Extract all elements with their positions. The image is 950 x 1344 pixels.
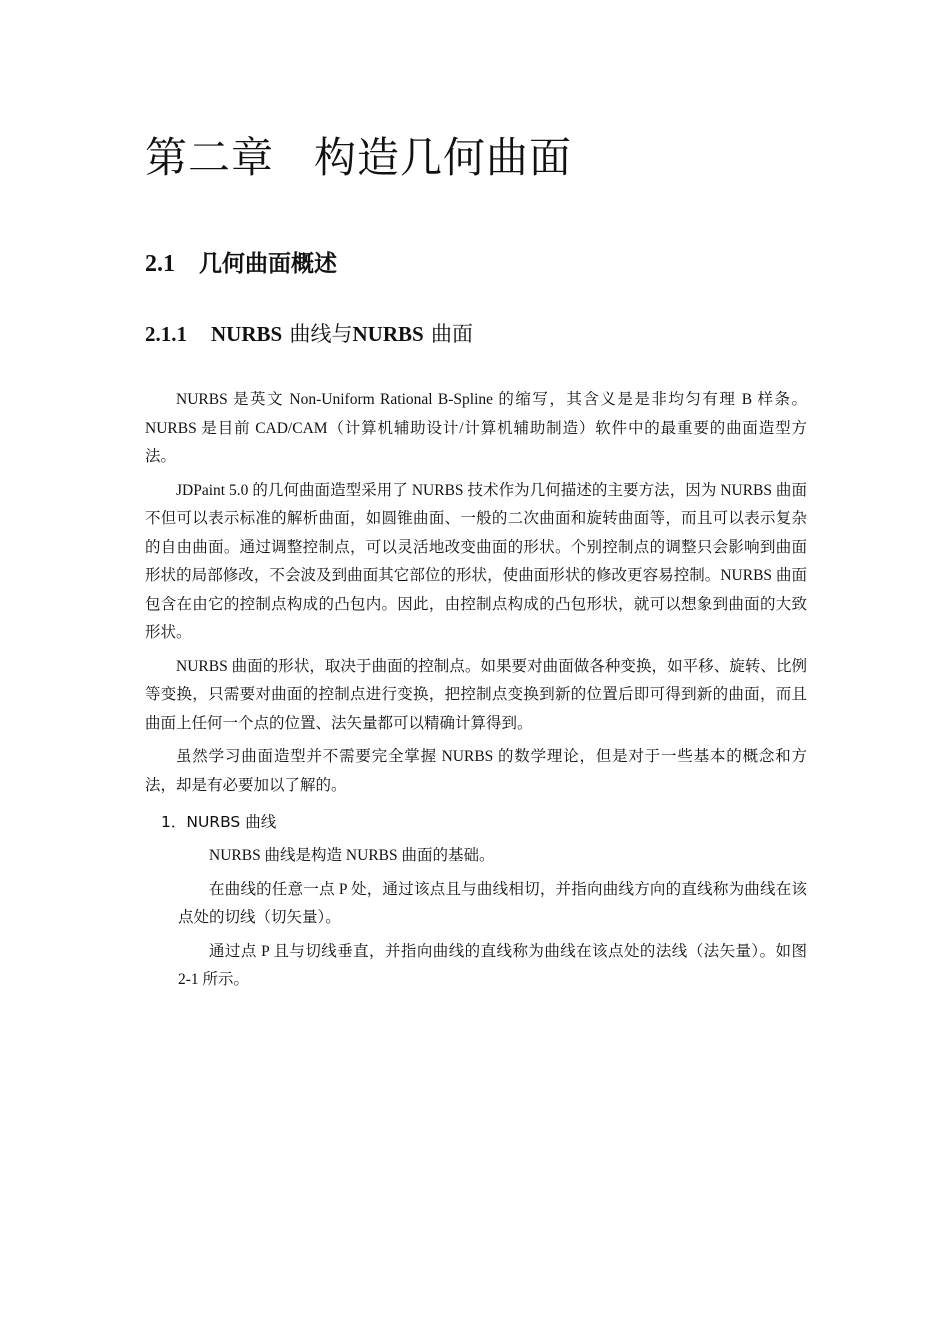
body-text — [145, 386, 807, 1000]
list-paragraph: NURBS 曲线是构造 NURBS 曲面的基础。 — [209, 847, 495, 864]
paragraph: NURBS 曲面的形状，取决于曲面的控制点。如果要对曲面做各种变换，如平移、旋转、比例等变换，只需要对曲面的控制点进行变换，把控制点变换到新的位置后即可得到新的曲面，而且曲面上任何一个点的位置、法矢量都可以精确计算得到。 — [145, 657, 807, 732]
chapter-title — [145, 128, 572, 188]
chapter-label: 第二章 — [145, 133, 275, 182]
section-heading — [145, 245, 337, 282]
list-paragraph: 通过点 P 且与切线垂直，并指向曲线的直线称为曲线在该点处的法线（法矢量）。如图 2-1 所示。 — [178, 942, 807, 988]
subsection-title-part4: 曲面 — [431, 322, 473, 346]
list-item-heading: 1．NURBS 曲线 — [161, 813, 277, 831]
paragraph: 虽然学习曲面造型并不需要完全掌握 NURBS 的数学理论，但是对于一些基本的概念和方法，却是有必要加以了解的。 — [145, 748, 807, 794]
paragraph: NURBS 是英文 Non-Uniform Rational B-Spline 的缩写，其含义是是非均匀有理 B 样条。NURBS 是目前 CAD/CAM（计算机辅助设计/计算机辅助制造）软件中的最重要的曲面造型方法。 — [145, 391, 807, 465]
subsection-title-part1: NURBS — [211, 322, 283, 346]
subsection-number: 2.1.1 — [145, 322, 187, 346]
chapter-name: 构造几何曲面 — [314, 133, 573, 182]
subsection-title-part3: NURBS — [352, 322, 424, 346]
subsection-heading — [145, 318, 473, 350]
subsection-title-part2: 曲线与 — [289, 322, 353, 346]
list-paragraph: 在曲线的任意一点 P 处，通过该点且与曲线相切，并指向曲线方向的直线称为曲线在该点处的切线（切矢量）。 — [178, 880, 807, 926]
paragraph: JDPaint 5.0 的几何曲面造型采用了 NURBS 技术作为几何描述的主要方法，因为 NURBS 曲面不但可以表示标准的解析曲面，如圆锥曲面、一般的二次曲面和旋转曲面等，而且可以表示复杂的自由曲面。通过调整控制点，可以灵活地改变曲面的形状。个别控制点的调整只会影响到曲面形状的局部修改，不会波及到曲面其它部位的形状，使曲面形状的修改更容易控制。NURBS 曲面包含在由它的控制点构成的凸包内。因此，由控制点构成的凸包形状，就可以想象到曲面的大致形状。 — [145, 481, 807, 641]
section-title: 几何曲面概述 — [199, 251, 337, 277]
list-item-body — [145, 842, 807, 995]
section-number: 2.1 — [145, 251, 175, 277]
